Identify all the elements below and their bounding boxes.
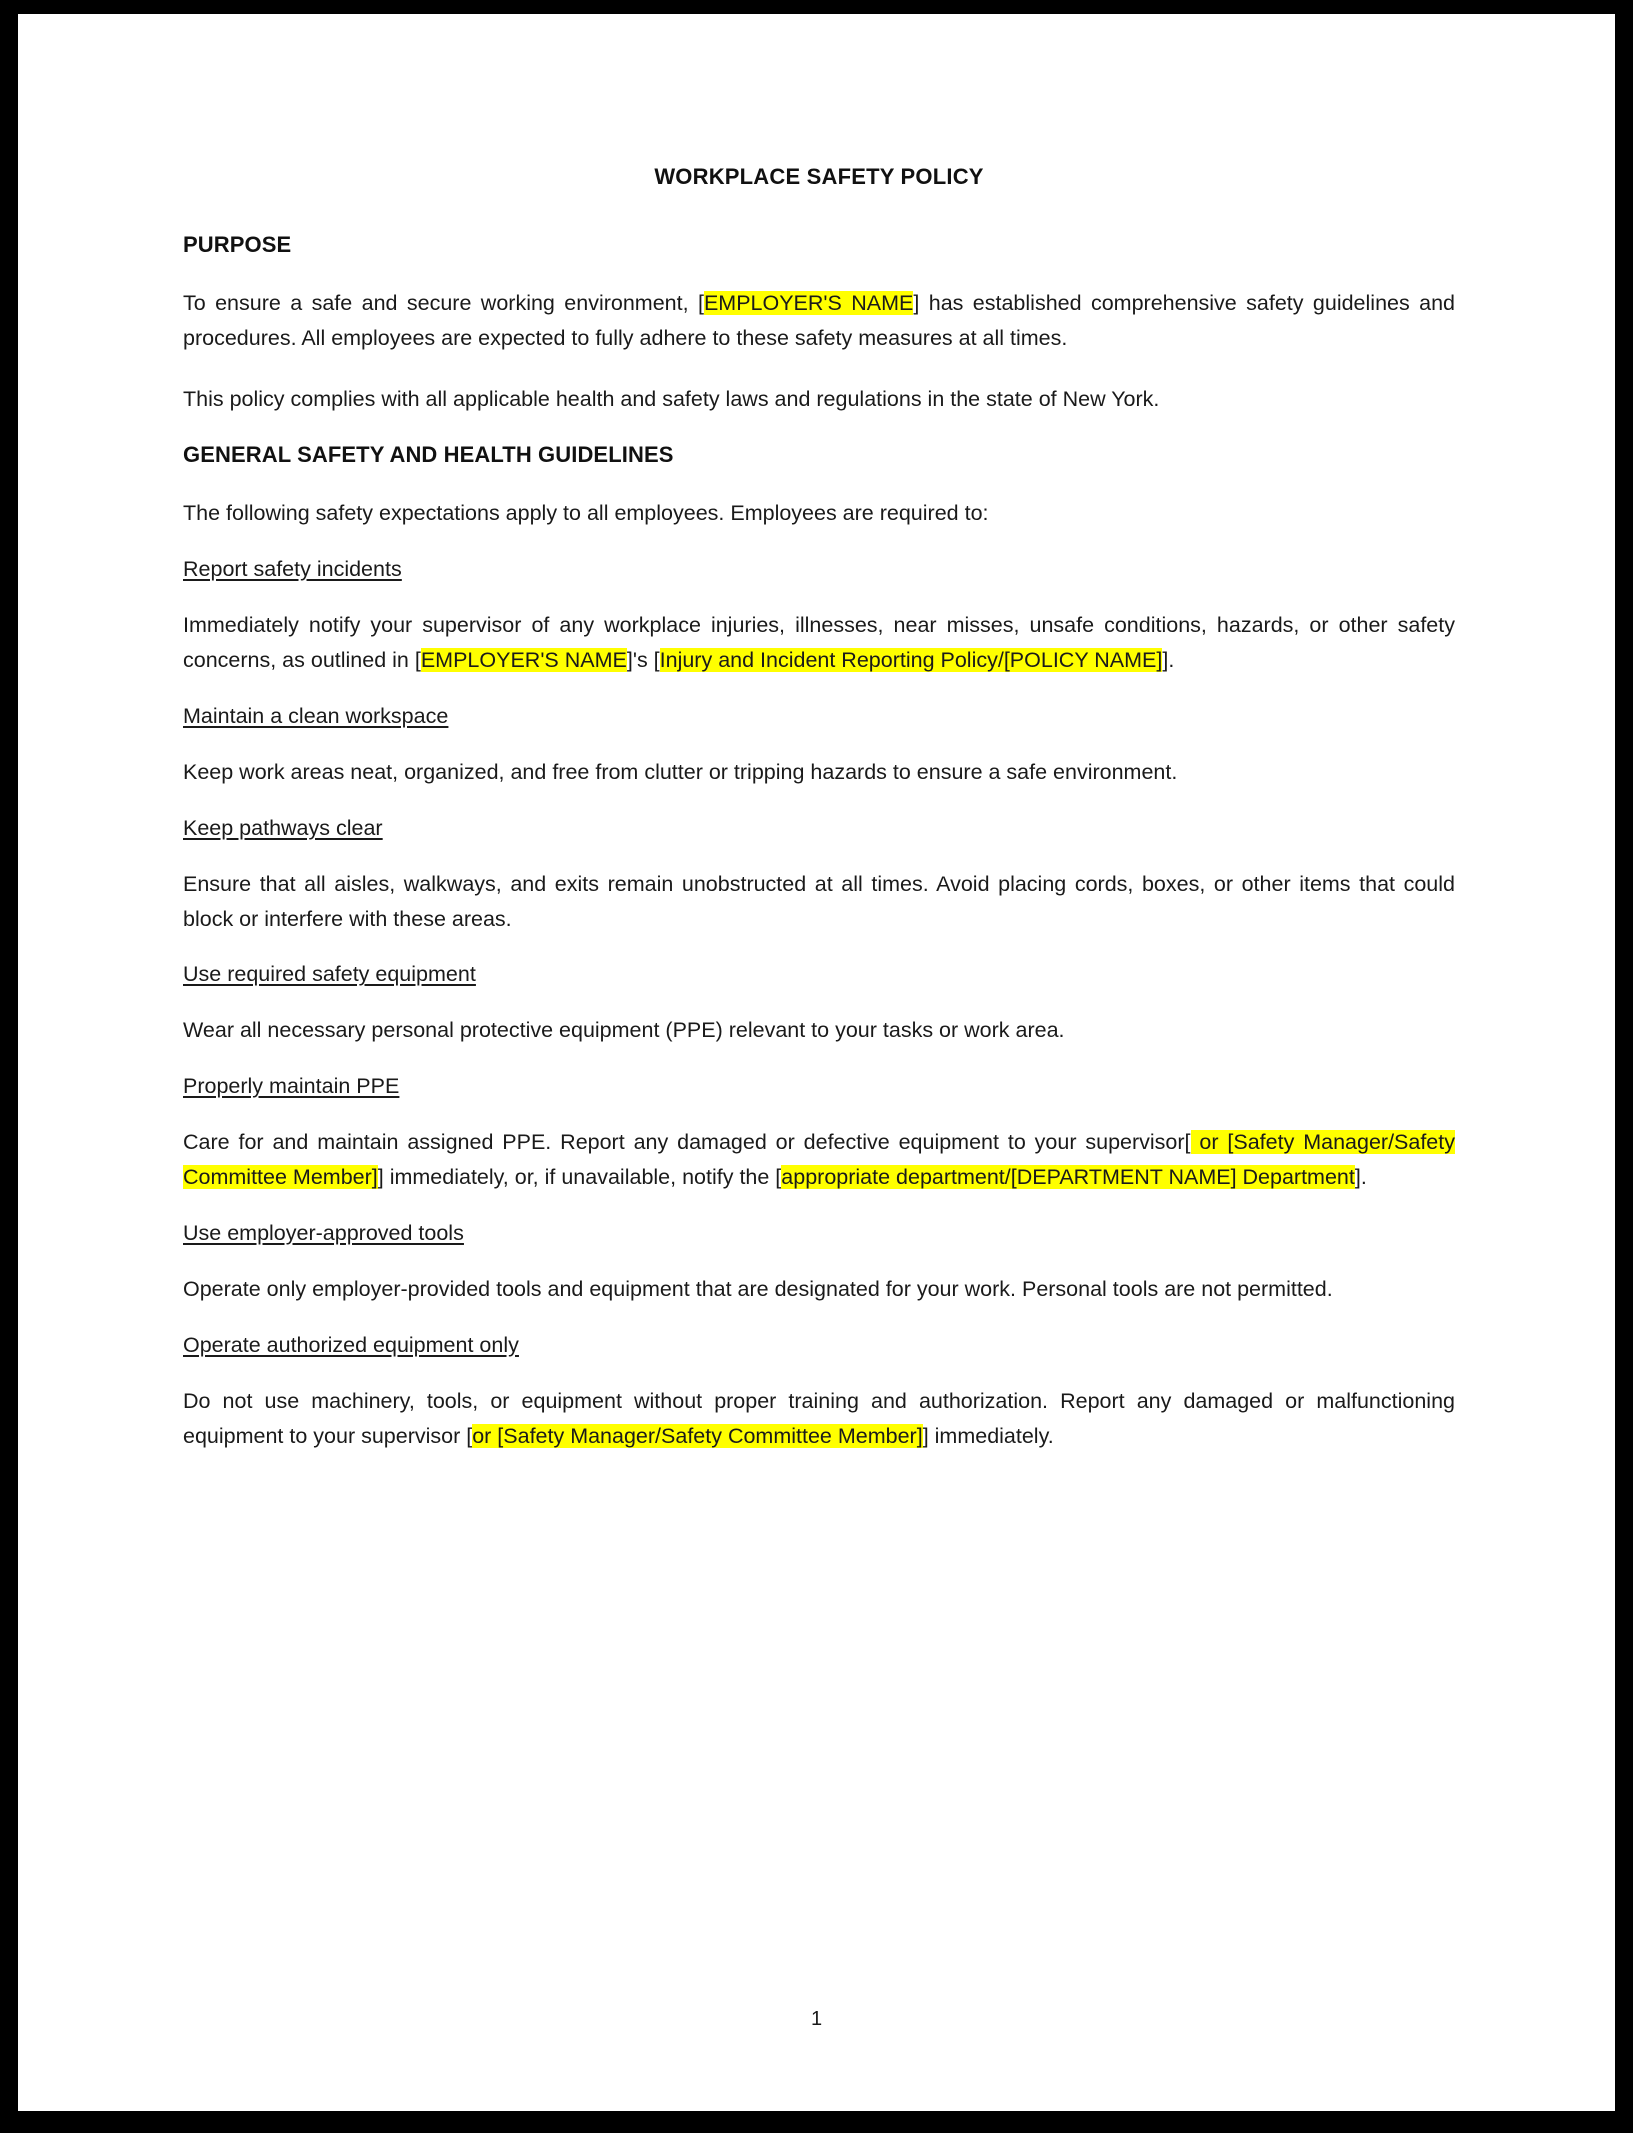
document-title: WORKPLACE SAFETY POLICY [654, 164, 984, 189]
item7-text-a: Do not use machinery, tools, or equipment without proper training and authorization. Report any damaged or malfunctioning equipment to your supervisor [ [183, 1388, 1455, 1448]
item1-text-b: ]'s [ [626, 648, 660, 673]
item4-body: Wear all necessary personal protective equipment (PPE) relevant to your tasks or work area. [183, 1018, 1065, 1043]
page-number: 1 [810, 2008, 823, 2030]
item2-body: Keep work areas neat, organized, and free from clutter or tripping hazards to ensure a safe environment. [183, 759, 1178, 784]
highlight-policy-name: Injury and Incident Reporting Policy/[POLICY NAME] [659, 648, 1163, 673]
heading-purpose: PURPOSE [183, 232, 292, 257]
subheading-use-required-safety-equipment [183, 962, 1455, 987]
item5-text-b: ] immediately, or, if unavailable, notify the [ [377, 1165, 782, 1190]
item7-body [183, 1384, 1455, 1454]
subheading-use-employer-approved-tools-label: Use employer-approved tools [183, 1220, 464, 1245]
subheading-properly-maintain-ppe [183, 1074, 1455, 1099]
item1-text-c: ]. [1162, 648, 1175, 673]
subheading-maintain-clean-workspace-label: Maintain a clean workspace [183, 703, 449, 728]
guidelines-intro: The following safety expectations apply to all employees. Employees are required to: [183, 501, 989, 526]
document-page [18, 14, 1615, 2111]
item1-text-a: Immediately notify your supervisor of any workplace injuries, illnesses, near misses, unsafe conditions, hazards, or other safety concerns, as outlined in [ [183, 613, 1455, 673]
heading-general-safety: GENERAL SAFETY AND HEALTH GUIDELINES [183, 442, 674, 468]
item1-body [183, 608, 1455, 678]
item7-text-b: ] immediately. [922, 1423, 1054, 1448]
purpose-text-after: ] has established comprehensive safety guidelines and procedures. All employees are expected to fully adhere to these safety measures at all times. [183, 291, 1455, 350]
highlight-employer-name: EMPLOYER'S NAME [703, 291, 914, 315]
subheading-report-safety-incidents-label: Report safety incidents [183, 557, 402, 582]
subheading-operate-authorized-equipment-only [183, 1333, 1455, 1358]
purpose-paragraph-1 [183, 286, 1455, 356]
subheading-report-safety-incidents [183, 557, 1455, 582]
subheading-properly-maintain-ppe-label: Properly maintain PPE [183, 1074, 400, 1099]
item5-body [183, 1125, 1455, 1195]
item6-body: Operate only employer-provided tools and equipment that are designated for your work. Personal tools are not permitted. [183, 1276, 1333, 1301]
subheading-use-employer-approved-tools [183, 1221, 1455, 1246]
purpose-paragraph-2: This policy complies with all applicable health and safety laws and regulations in the state of New York. [183, 386, 1160, 411]
item5-text-a: Care for and maintain assigned PPE. Report any damaged or defective equipment to your supervisor[ [183, 1130, 1191, 1155]
purpose-text-before: To ensure a safe and secure working environment, [ [183, 291, 704, 315]
highlight-department-name: appropriate department/[DEPARTMENT NAME] Department [781, 1165, 1355, 1190]
highlight-safety-manager-2: or [Safety Manager/Safety Committee Member] [472, 1423, 923, 1448]
highlight-safety-manager: or [Safety Manager/Safety Committee Member] [183, 1130, 1455, 1190]
item3-body: Ensure that all aisles, walkways, and exits remain unobstructed at all times. Avoid placing cords, boxes, or other items that could block or interfere with these areas. [183, 871, 1455, 931]
subheading-use-required-safety-equipment-label: Use required safety equipment [183, 962, 476, 987]
highlight-employer-name-2: EMPLOYER'S NAME [420, 648, 627, 673]
subheading-keep-pathways-clear-label: Keep pathways clear [183, 815, 383, 840]
subheading-maintain-clean-workspace [183, 704, 1455, 729]
subheading-operate-authorized-equipment-only-label: Operate authorized equipment only [183, 1332, 519, 1357]
subheading-keep-pathways-clear [183, 816, 1455, 841]
item5-text-c: ]. [1354, 1165, 1367, 1190]
